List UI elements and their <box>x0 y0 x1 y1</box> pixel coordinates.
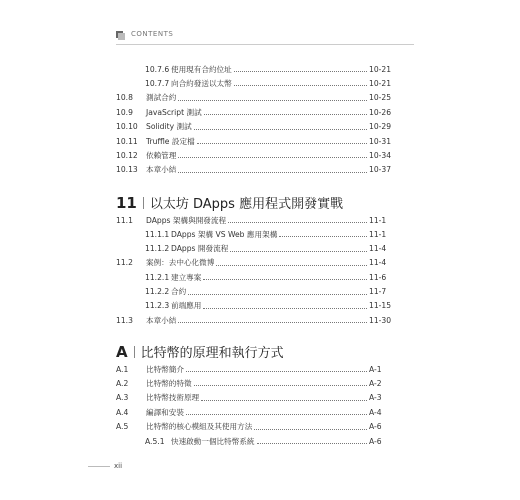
toc-entry-number: A.5 <box>116 422 129 432</box>
toc-entry-title: DApps 架構 VS Web 應用架構 <box>171 229 278 239</box>
toc-leader-dots <box>178 99 367 101</box>
toc-entry-page: 10-34 <box>369 150 392 160</box>
toc-entry[interactable] <box>116 406 393 418</box>
toc-entry-page: 11-15 <box>369 301 392 311</box>
toc-entry-number: 11.2.2 <box>145 287 170 296</box>
toc-leader-dots <box>197 142 367 144</box>
contents-header <box>116 30 173 38</box>
toc-entry-number: 10.7.6 <box>145 64 170 74</box>
toc-leader-dots <box>203 307 367 309</box>
toc-entry[interactable] <box>116 164 393 176</box>
toc-entry-page: 11-4 <box>369 258 387 268</box>
toc-entry-page: 10-21 <box>369 78 392 88</box>
toc-entry-number: A.1 <box>116 364 129 374</box>
toc-entry-page: A-1 <box>369 364 382 374</box>
toc-leader-dots <box>194 128 367 130</box>
toc-entry-number: A.3 <box>116 393 129 403</box>
toc-leader-dots <box>234 84 367 86</box>
toc-entry[interactable] <box>116 314 393 326</box>
toc-leader-dots <box>254 428 367 430</box>
toc-entry-page: 10-37 <box>369 165 392 175</box>
toc-entry-page: A-6 <box>369 436 382 446</box>
toc-leader-dots <box>279 235 367 237</box>
toc-entry-page: 11-7 <box>369 287 387 296</box>
toc-leader-dots <box>204 113 367 115</box>
toc-entry-number: 10.12 <box>116 150 138 160</box>
toc-entry-title: 快速啟動一個比特幣系統 <box>171 436 255 446</box>
toc-entry[interactable] <box>116 377 393 389</box>
toc-entry-title: 編譯和安裝 <box>146 407 184 417</box>
toc-entry[interactable] <box>116 228 393 240</box>
toc-entry[interactable] <box>116 149 393 161</box>
toc-entry-number: 10.8 <box>116 93 133 103</box>
toc-entry-page: 10-26 <box>369 107 392 117</box>
toc-leader-dots <box>178 156 367 158</box>
toc-entry-page: 10-29 <box>369 122 392 132</box>
toc-entry[interactable] <box>116 421 393 433</box>
toc-entry[interactable] <box>116 363 393 375</box>
toc-entry-number: 10.7.7 <box>145 78 170 88</box>
chapter-title: 比特幣的原理和執行方式 <box>140 346 284 361</box>
toc-entry-title: 比特幣技術原理 <box>146 393 200 403</box>
chapter-11-heading <box>116 193 343 212</box>
toc-entry[interactable] <box>116 92 393 104</box>
toc-leader-dots <box>234 70 367 72</box>
toc-leader-dots <box>188 293 367 295</box>
toc-entry-number: 11.2 <box>116 258 133 268</box>
toc-leader-dots <box>203 278 367 280</box>
toc-entry-page: 11-1 <box>369 229 387 239</box>
toc-entry-title: 前端應用 <box>171 301 202 311</box>
page-number: xii <box>114 462 123 470</box>
toc-leader-dots <box>186 413 367 415</box>
toc-leader-dots <box>257 442 367 444</box>
toc-entry[interactable] <box>116 392 393 404</box>
toc-leader-dots <box>186 370 367 372</box>
contents-icon <box>116 31 123 38</box>
toc-entry[interactable] <box>116 135 393 147</box>
toc-entry-title: 依賴管理 <box>146 150 177 160</box>
header-rule <box>116 44 414 45</box>
toc-entry-title: JavaScript 測試 <box>146 107 202 117</box>
toc-entry[interactable] <box>116 63 393 75</box>
toc-entry[interactable] <box>116 77 393 89</box>
toc-entry-page: 10-31 <box>369 136 392 146</box>
toc-entry[interactable] <box>116 435 393 447</box>
toc-entry[interactable] <box>116 271 393 283</box>
toc-entry-page: 10-21 <box>369 64 392 74</box>
toc-entry-number: 11.2.1 <box>145 272 170 282</box>
toc-entry-number: 10.10 <box>116 122 138 132</box>
toc-entry[interactable] <box>116 106 393 118</box>
toc-entry-title: 案例：去中心化微博 <box>146 258 215 268</box>
chapter-title: 以太坊 DApps 應用程式開發實戰 <box>149 197 344 212</box>
toc-entry[interactable] <box>116 257 393 269</box>
toc-entry-page: A-3 <box>369 393 382 403</box>
toc-entry-title: 向合約發送以太幣 <box>171 78 232 88</box>
toc-entry[interactable] <box>116 214 393 226</box>
toc-leader-dots <box>230 250 367 252</box>
contents-label: CONTENTS <box>131 30 174 38</box>
page-footer <box>88 462 122 470</box>
toc-leader-dots <box>201 399 367 401</box>
toc-entry-number: A.4 <box>116 407 129 417</box>
toc-entry-number: 11.1 <box>116 215 133 225</box>
chapter-separator <box>134 346 135 358</box>
toc-entry-title: 測試合約 <box>146 93 177 103</box>
toc-entry-title: Solidity 測試 <box>146 122 192 132</box>
toc-entry-page: 11-30 <box>369 315 392 325</box>
toc-entry-title: 本章小結 <box>146 165 177 175</box>
toc-entry-number: 11.1.1 <box>145 229 170 239</box>
toc-entry-number: 10.13 <box>116 165 138 175</box>
toc-entry-title: 比特幣簡介 <box>146 364 184 374</box>
toc-entry-page: A-6 <box>369 422 382 432</box>
toc-leader-dots <box>178 321 367 323</box>
toc-entry-title: 使用現有合約位址 <box>171 64 232 74</box>
toc-entry-number: 11.2.3 <box>145 301 170 311</box>
toc-entry[interactable] <box>116 300 393 312</box>
toc-entry-title: DApps 開發流程 <box>171 244 229 254</box>
toc-leader-dots <box>194 384 367 386</box>
toc-entry-number: 11.3 <box>116 315 133 325</box>
toc-entry-title: 合約 <box>171 287 187 296</box>
footer-rule <box>88 466 110 467</box>
toc-entry-page: 11-1 <box>369 215 387 225</box>
toc-entry-page: 10-25 <box>369 93 392 103</box>
toc-entry-number: A.5.1 <box>145 436 165 446</box>
toc-entry-title: 本章小結 <box>146 315 177 325</box>
toc-entry-page: 11-4 <box>369 244 387 254</box>
toc-entry[interactable] <box>116 121 393 133</box>
toc-entry[interactable] <box>116 286 393 298</box>
toc-entry-title: 比特幣的特徵 <box>146 378 192 388</box>
toc-entry-number: 11.1.2 <box>145 244 170 254</box>
toc-entry-page: A-4 <box>369 407 382 417</box>
toc-leader-dots <box>228 221 367 223</box>
chapter-number: A <box>116 342 128 361</box>
chapter-separator <box>143 197 144 209</box>
toc-leader-dots <box>178 171 367 173</box>
toc-entry-page: A-2 <box>369 378 382 388</box>
toc-entry-title: 建立專案 <box>171 272 202 282</box>
toc-entry-number: A.2 <box>116 378 129 388</box>
chapter-number: 11 <box>116 193 137 212</box>
toc-entry-number: 10.9 <box>116 107 133 117</box>
toc-entry-title: DApps 架構與開發流程 <box>146 215 227 225</box>
toc-leader-dots <box>216 264 367 266</box>
toc-entry-number: 10.11 <box>116 136 138 146</box>
toc-entry-title: 比特幣的核心模組及其使用方法 <box>146 422 253 432</box>
appendix-a-heading <box>116 342 284 361</box>
toc-entry-page: 11-6 <box>369 272 387 282</box>
toc-entry-title: Truffle 設定檔 <box>146 136 195 146</box>
toc-entry[interactable] <box>116 243 393 255</box>
